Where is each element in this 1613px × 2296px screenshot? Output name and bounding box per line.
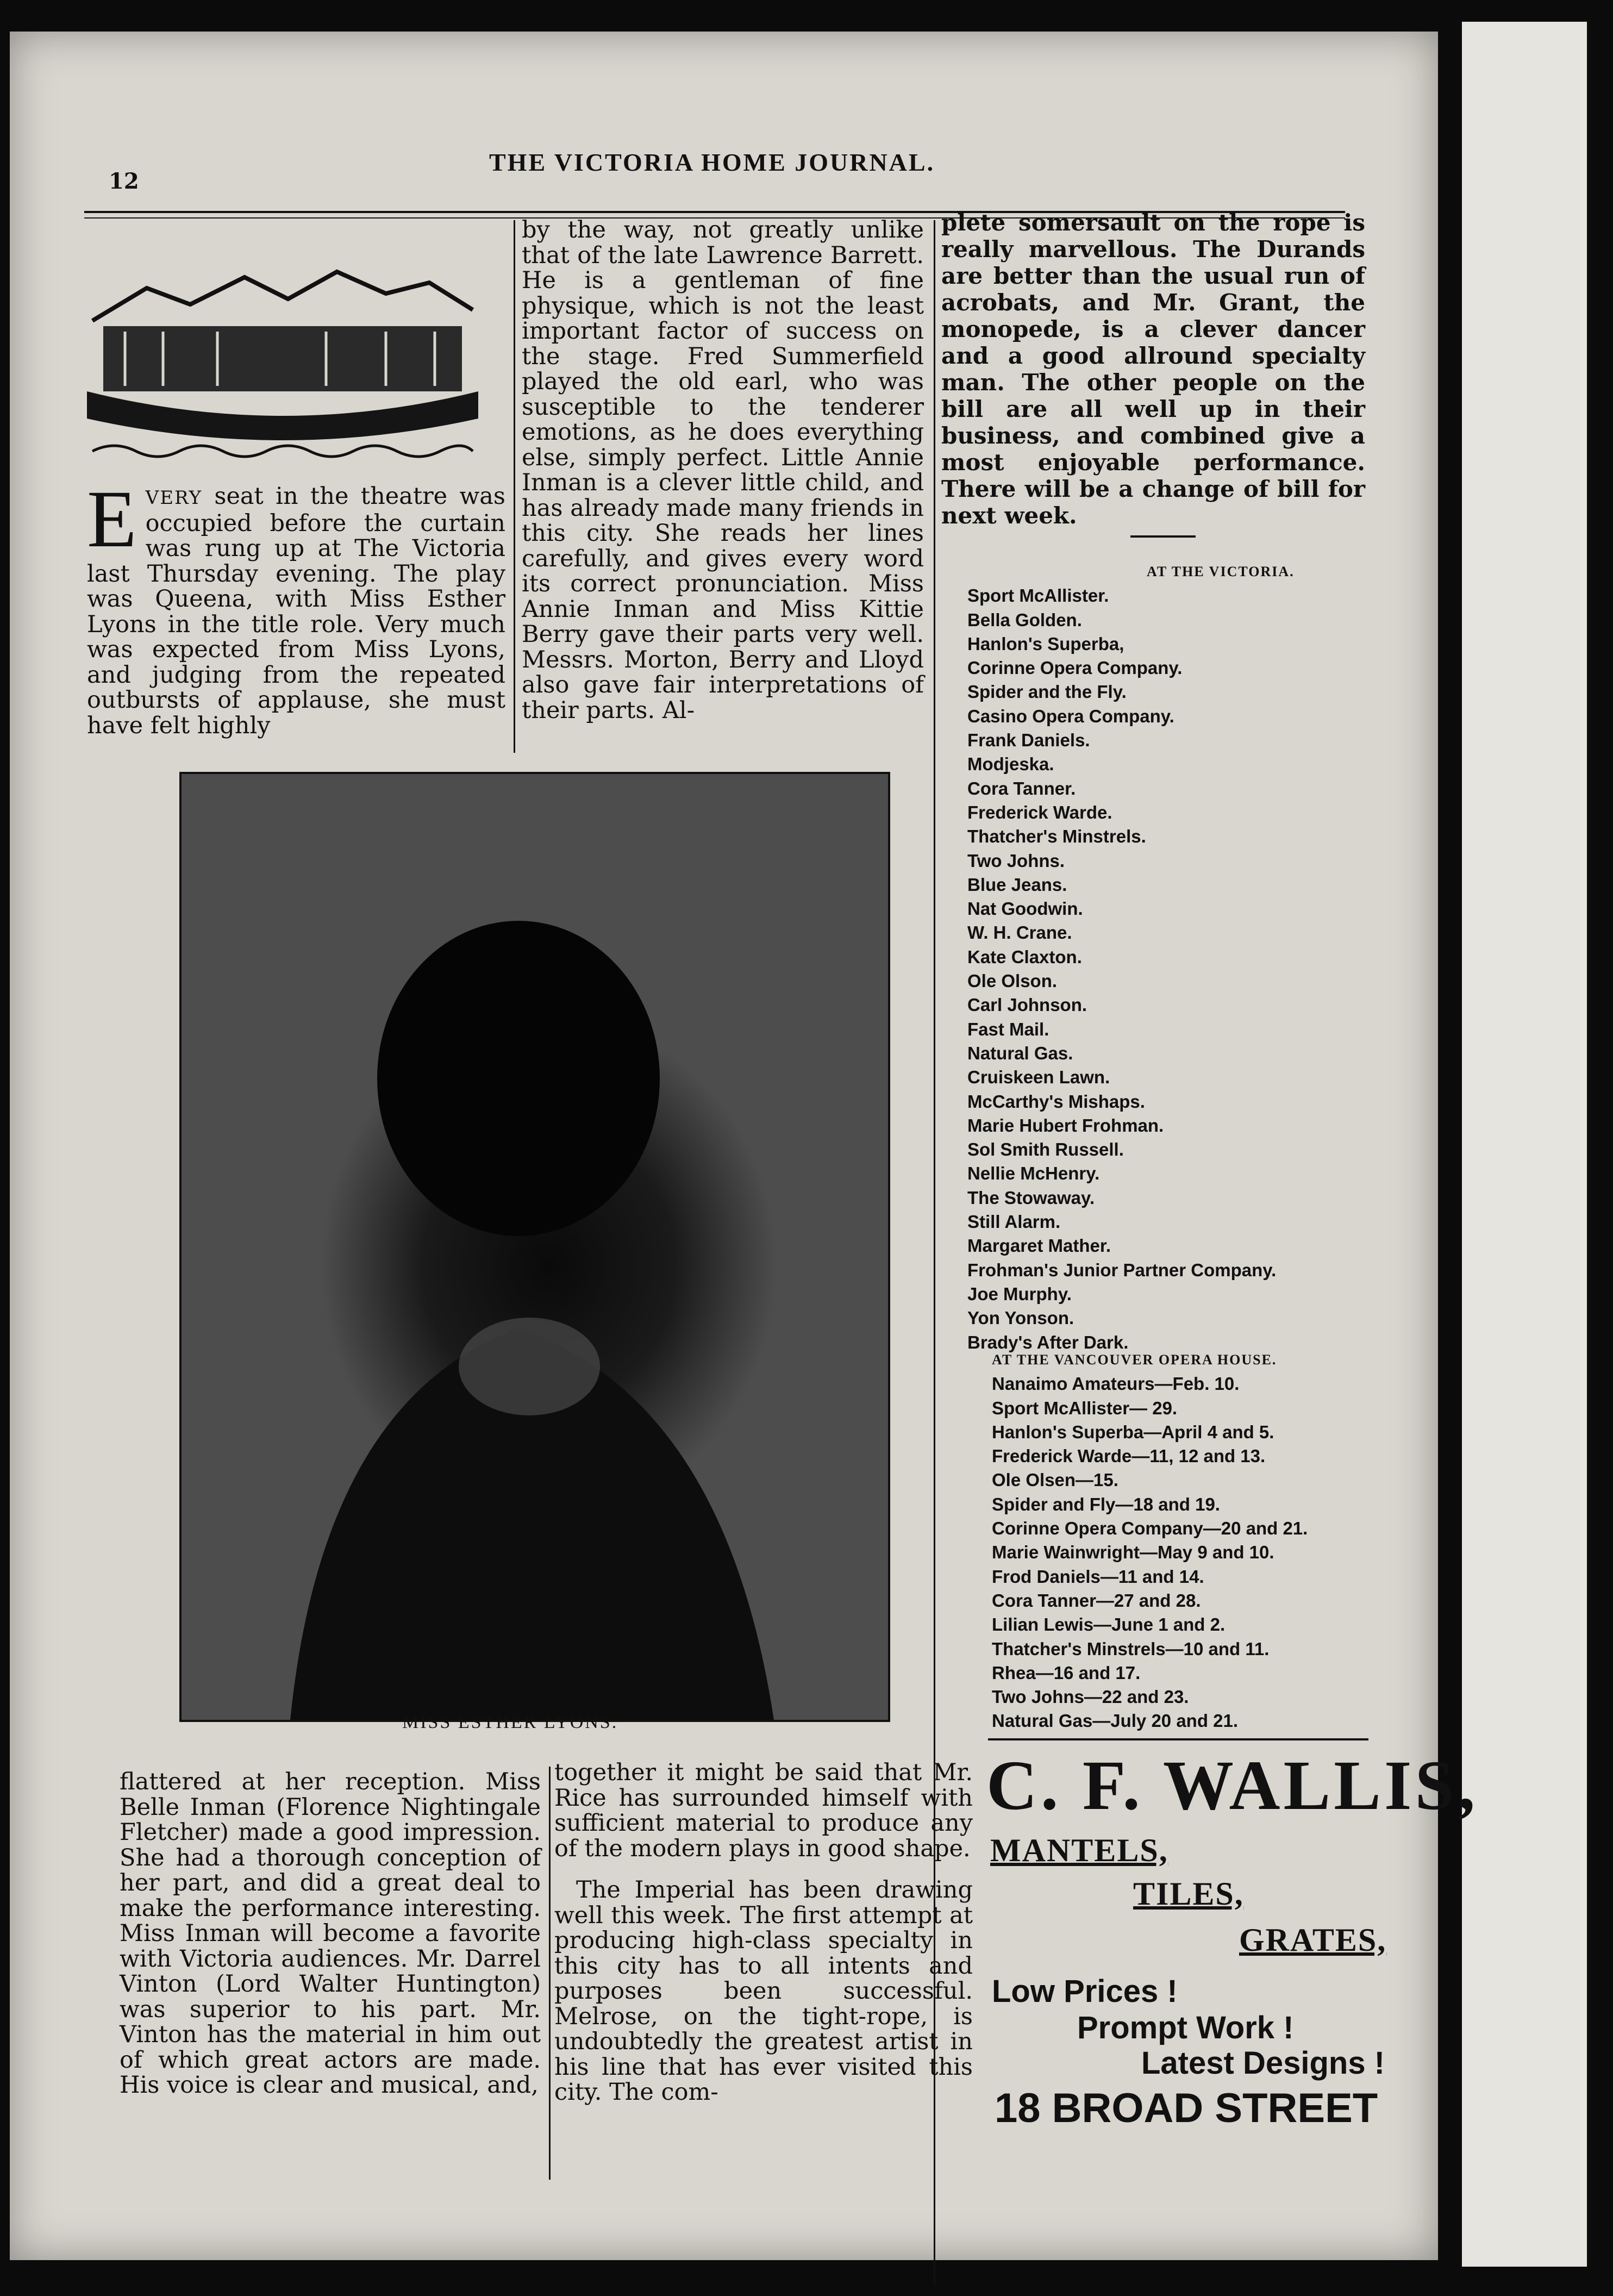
adjacent-page-edge <box>1462 22 1587 2267</box>
list-item: Marie Hubert Frohman. <box>967 1115 1164 1135</box>
article-text: plete somersault on the rope is really marvellous. The Durands are better than the usual run of acrobats, and Mr. Grant, the monopede, is a clever dancer and a good allround specialty man. The other people on the bill are all well up in their business, and combined give a most enjoyable performance. There will be a change of bill for next week. <box>941 209 1365 529</box>
advert-line-mantels: MANTELS, <box>990 1832 1168 1868</box>
list-item: Ole Olson. <box>967 971 1058 991</box>
list-item: Corinne Opera Company. <box>967 658 1183 678</box>
list-item: Sport McAllister. <box>967 585 1109 606</box>
article-column-3-top <box>941 209 1365 529</box>
article-paragraph: together it might be said that Mr. Rice has surrounded himself with sufficient material to produce any of the modern plays in good shape. <box>554 1759 973 1862</box>
list-item: Margaret Mather. <box>967 1236 1111 1256</box>
column-divider <box>514 220 515 753</box>
list-item: Fast Mail. <box>967 1019 1049 1039</box>
list-item: Frank Daniels. <box>967 730 1090 751</box>
list-item: Modjeska. <box>967 754 1054 775</box>
list-heading: AT THE VICTORIA. <box>1147 564 1295 579</box>
list-item: Frederick Warde—11, 12 and 13. <box>992 1446 1266 1467</box>
list-item: Frederick Warde. <box>967 802 1112 822</box>
section-dash <box>1130 535 1196 538</box>
list-item: Marie Wainwright—May 9 and 10. <box>992 1542 1274 1563</box>
drop-cap: E <box>87 474 137 564</box>
list-item: Spider and Fly—18 and 19. <box>992 1494 1220 1514</box>
portrait-photo <box>179 772 890 1722</box>
list-item: Two Johns—22 and 23. <box>992 1687 1189 1707</box>
list-item: Lilian Lewis—June 1 and 2. <box>992 1614 1226 1635</box>
list-item: Blue Jeans. <box>967 874 1067 895</box>
list-item: Kate Claxton. <box>967 946 1082 967</box>
photo-caption: MISS ESTHER LYONS. <box>402 1712 618 1732</box>
vancouver-bookings-list <box>992 1348 1308 1733</box>
list-item: Corinne Opera Company—20 and 21. <box>992 1518 1308 1539</box>
list-item: Carl Johnson. <box>967 995 1087 1015</box>
article-column-1-bottom <box>120 1769 541 2098</box>
list-item: Ole Olsen—15. <box>992 1470 1118 1490</box>
list-item: Natural Gas—July 20 and 21. <box>992 1711 1239 1731</box>
list-item: Still Alarm. <box>967 1212 1061 1232</box>
article-column-1-top <box>87 474 505 739</box>
list-item: Hanlon's Superba—April 4 and 5. <box>992 1421 1274 1442</box>
portrait-figure <box>182 774 888 1720</box>
advert-rule <box>988 1738 1368 1740</box>
list-item: Cora Tanner. <box>967 778 1076 798</box>
list-item: Thatcher's Minstrels—10 and 11. <box>992 1638 1270 1659</box>
list-item: Nellie McHenry. <box>967 1163 1100 1184</box>
theatre-vignette-illustration <box>82 255 484 462</box>
list-item: Yon Yonson. <box>967 1308 1074 1328</box>
article-column-2-top <box>522 217 924 723</box>
list-item: Nat Goodwin. <box>967 899 1083 919</box>
advert-line-grates: GRATES, <box>1239 1922 1387 1958</box>
advert-name: C. F. WALLIS, <box>986 1746 1479 1825</box>
masthead-title: THE VICTORIA HOME JOURNAL. <box>489 148 935 176</box>
list-item: Thatcher's Minstrels. <box>967 826 1146 847</box>
list-item: W. H. Crane. <box>967 922 1072 943</box>
list-item: The Stowaway. <box>967 1187 1095 1208</box>
article-paragraph: The Imperial has been drawing well this week. The first attempt at producing high-class specialty in this city has to all intents and purposes been successful. Melrose, on the tight-rope, is undoubtedly the greatest artist in his line that has ever visited this city. The com- <box>554 1876 973 2106</box>
article-text: seat in the theatre was occupied before the curtain was rung up at The Victoria last Thursday evening. The play was Queena, with Miss Esther Lyons in the title role. Very much was expected from Miss Lyons, and judging from the repeated outbursts of applause, she must have felt highly <box>87 483 505 739</box>
article-text: flattered at her reception. Miss Belle Inman (Florence Nightingale Fletcher) made a good impression. She had a thorough conception of her part, and did a great deal to make the performance interesting. Miss Inman will become a favorite with Victoria audiences. Mr. Darrel Vinton (Lord Walter Huntington) was superior to his part. Mr. Vinton has the material in him out of which great actors are made. His voice is clear and musical, and, <box>120 1768 541 2099</box>
advert-slogan-low-prices: Low Prices ! <box>992 1974 1178 2009</box>
article-text: by the way, not greatly unlike that of the late Lawrence Barrett. He is a gentleman of fine physique, which is not the least important factor of success on the stage. Fred Summerfield played the old earl, who was susceptible to the tenderer emotions, as he does everything else, simply perfect. Little Annie Inman is a clever little child, and has already made many friends in this city. She reads her lines carefully, and gives every word its correct pronunciation. Miss Annie Inman and Miss Kittie Berry gave their parts very well. Messrs. Morton, Berry and Lloyd also gave fair interpretations of their parts. Al- <box>522 216 924 724</box>
list-item: Rhea—16 and 17. <box>992 1662 1141 1683</box>
lead-word: VERY <box>145 487 203 509</box>
advert-line-tiles: TILES, <box>1133 1876 1244 1912</box>
advert-address: 18 BROAD STREET <box>995 2085 1378 2131</box>
list-item: Casino Opera Company. <box>967 706 1174 726</box>
page-number: 12 <box>109 169 139 194</box>
list-heading: AT THE VANCOUVER OPERA HOUSE. <box>992 1352 1277 1368</box>
advert-slogan-latest-designs: Latest Designs ! <box>1141 2045 1385 2081</box>
victoria-bookings-list <box>967 560 1295 1355</box>
list-item: Sol Smith Russell. <box>967 1139 1124 1160</box>
list-item: Nanaimo Amateurs—Feb. 10. <box>992 1374 1240 1394</box>
list-item: Sport McAllister— 29. <box>992 1397 1178 1418</box>
list-item: Cruiskeen Lawn. <box>967 1067 1110 1088</box>
list-item: Joe Murphy. <box>967 1283 1072 1304</box>
list-item: McCarthy's Mishaps. <box>967 1091 1145 1112</box>
list-item: Natural Gas. <box>967 1043 1073 1063</box>
list-item: Hanlon's Superba, <box>967 633 1124 654</box>
article-column-2-bottom <box>554 1760 973 2105</box>
advert-slogan-prompt-work: Prompt Work ! <box>1077 2010 1294 2045</box>
list-item: Two Johns. <box>967 850 1065 871</box>
list-item: Bella Golden. <box>967 609 1082 630</box>
list-item: Cora Tanner—27 and 28. <box>992 1590 1201 1611</box>
list-item: Frohman's Junior Partner Company. <box>967 1259 1277 1280</box>
list-item: Brady's After Dark. <box>967 1332 1129 1352</box>
list-item: Frod Daniels—11 and 14. <box>992 1566 1204 1587</box>
list-item: Spider and the Fly. <box>967 682 1127 702</box>
column-divider <box>549 1767 551 2180</box>
